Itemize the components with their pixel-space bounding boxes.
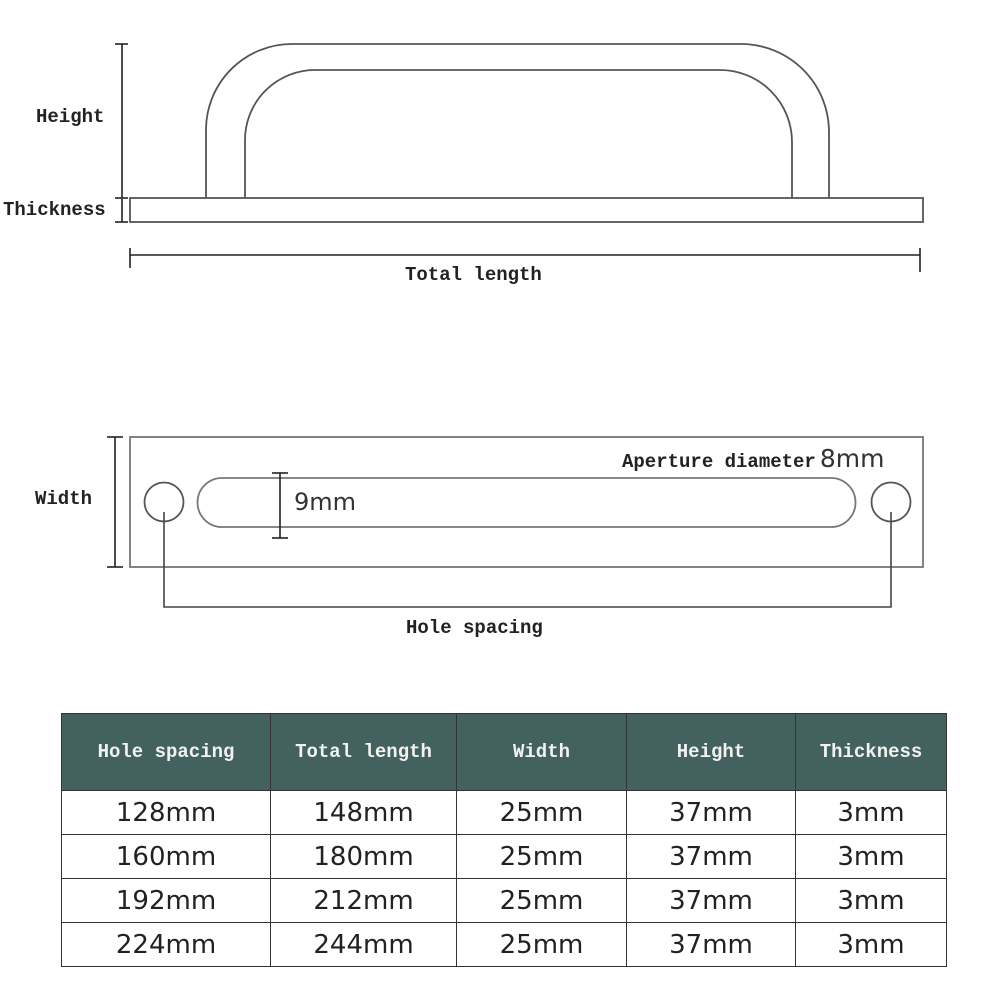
- cell-total-length: 180mm: [271, 835, 457, 879]
- hole-spacing-label: Hole spacing: [406, 617, 543, 639]
- cell-thickness: 3mm: [796, 923, 947, 967]
- cell-width: 25mm: [457, 923, 627, 967]
- height-dimension: [115, 44, 128, 198]
- cell-total-length: 244mm: [271, 923, 457, 967]
- slot-width-label: 9mm: [294, 488, 357, 516]
- cell-height: 37mm: [627, 791, 796, 835]
- table-row: [62, 835, 947, 879]
- height-label: Height: [36, 106, 105, 128]
- cell-hole-spacing: 160mm: [62, 835, 271, 879]
- total-length-label: Total length: [405, 264, 542, 286]
- column-header-total-length: Total length: [271, 714, 457, 791]
- cell-total-length: 212mm: [271, 879, 457, 923]
- cell-width: 25mm: [457, 835, 627, 879]
- column-header-width: Width: [457, 714, 627, 791]
- cell-hole-spacing: 128mm: [62, 791, 271, 835]
- table-header-row: [62, 714, 947, 791]
- column-header-height: Height: [627, 714, 796, 791]
- cell-thickness: 3mm: [796, 879, 947, 923]
- cell-total-length: 148mm: [271, 791, 457, 835]
- cell-thickness: 3mm: [796, 835, 947, 879]
- aperture-label: Aperture diameter: [622, 451, 816, 473]
- aperture-value: 8mm: [819, 444, 885, 473]
- cell-height: 37mm: [627, 923, 796, 967]
- column-header-hole-spacing: Hole spacing: [62, 714, 271, 791]
- cell-height: 37mm: [627, 835, 796, 879]
- cell-hole-spacing: 224mm: [62, 923, 271, 967]
- table-row: [62, 923, 947, 967]
- cell-thickness: 3mm: [796, 791, 947, 835]
- slot-width-dimension: [272, 473, 288, 538]
- table-row: [62, 879, 947, 923]
- cell-width: 25mm: [457, 879, 627, 923]
- column-header-thickness: Thickness: [796, 714, 947, 791]
- table-row: [62, 791, 947, 835]
- cell-height: 37mm: [627, 879, 796, 923]
- thickness-dimension: [115, 199, 128, 222]
- cell-width: 25mm: [457, 791, 627, 835]
- width-dimension: [107, 437, 123, 567]
- cell-hole-spacing: 192mm: [62, 879, 271, 923]
- thickness-label: Thickness: [3, 199, 106, 221]
- width-label: Width: [35, 488, 93, 510]
- aperture-annotation: [622, 444, 884, 473]
- side-view-drawing: [130, 44, 923, 222]
- spec-table: [61, 713, 947, 967]
